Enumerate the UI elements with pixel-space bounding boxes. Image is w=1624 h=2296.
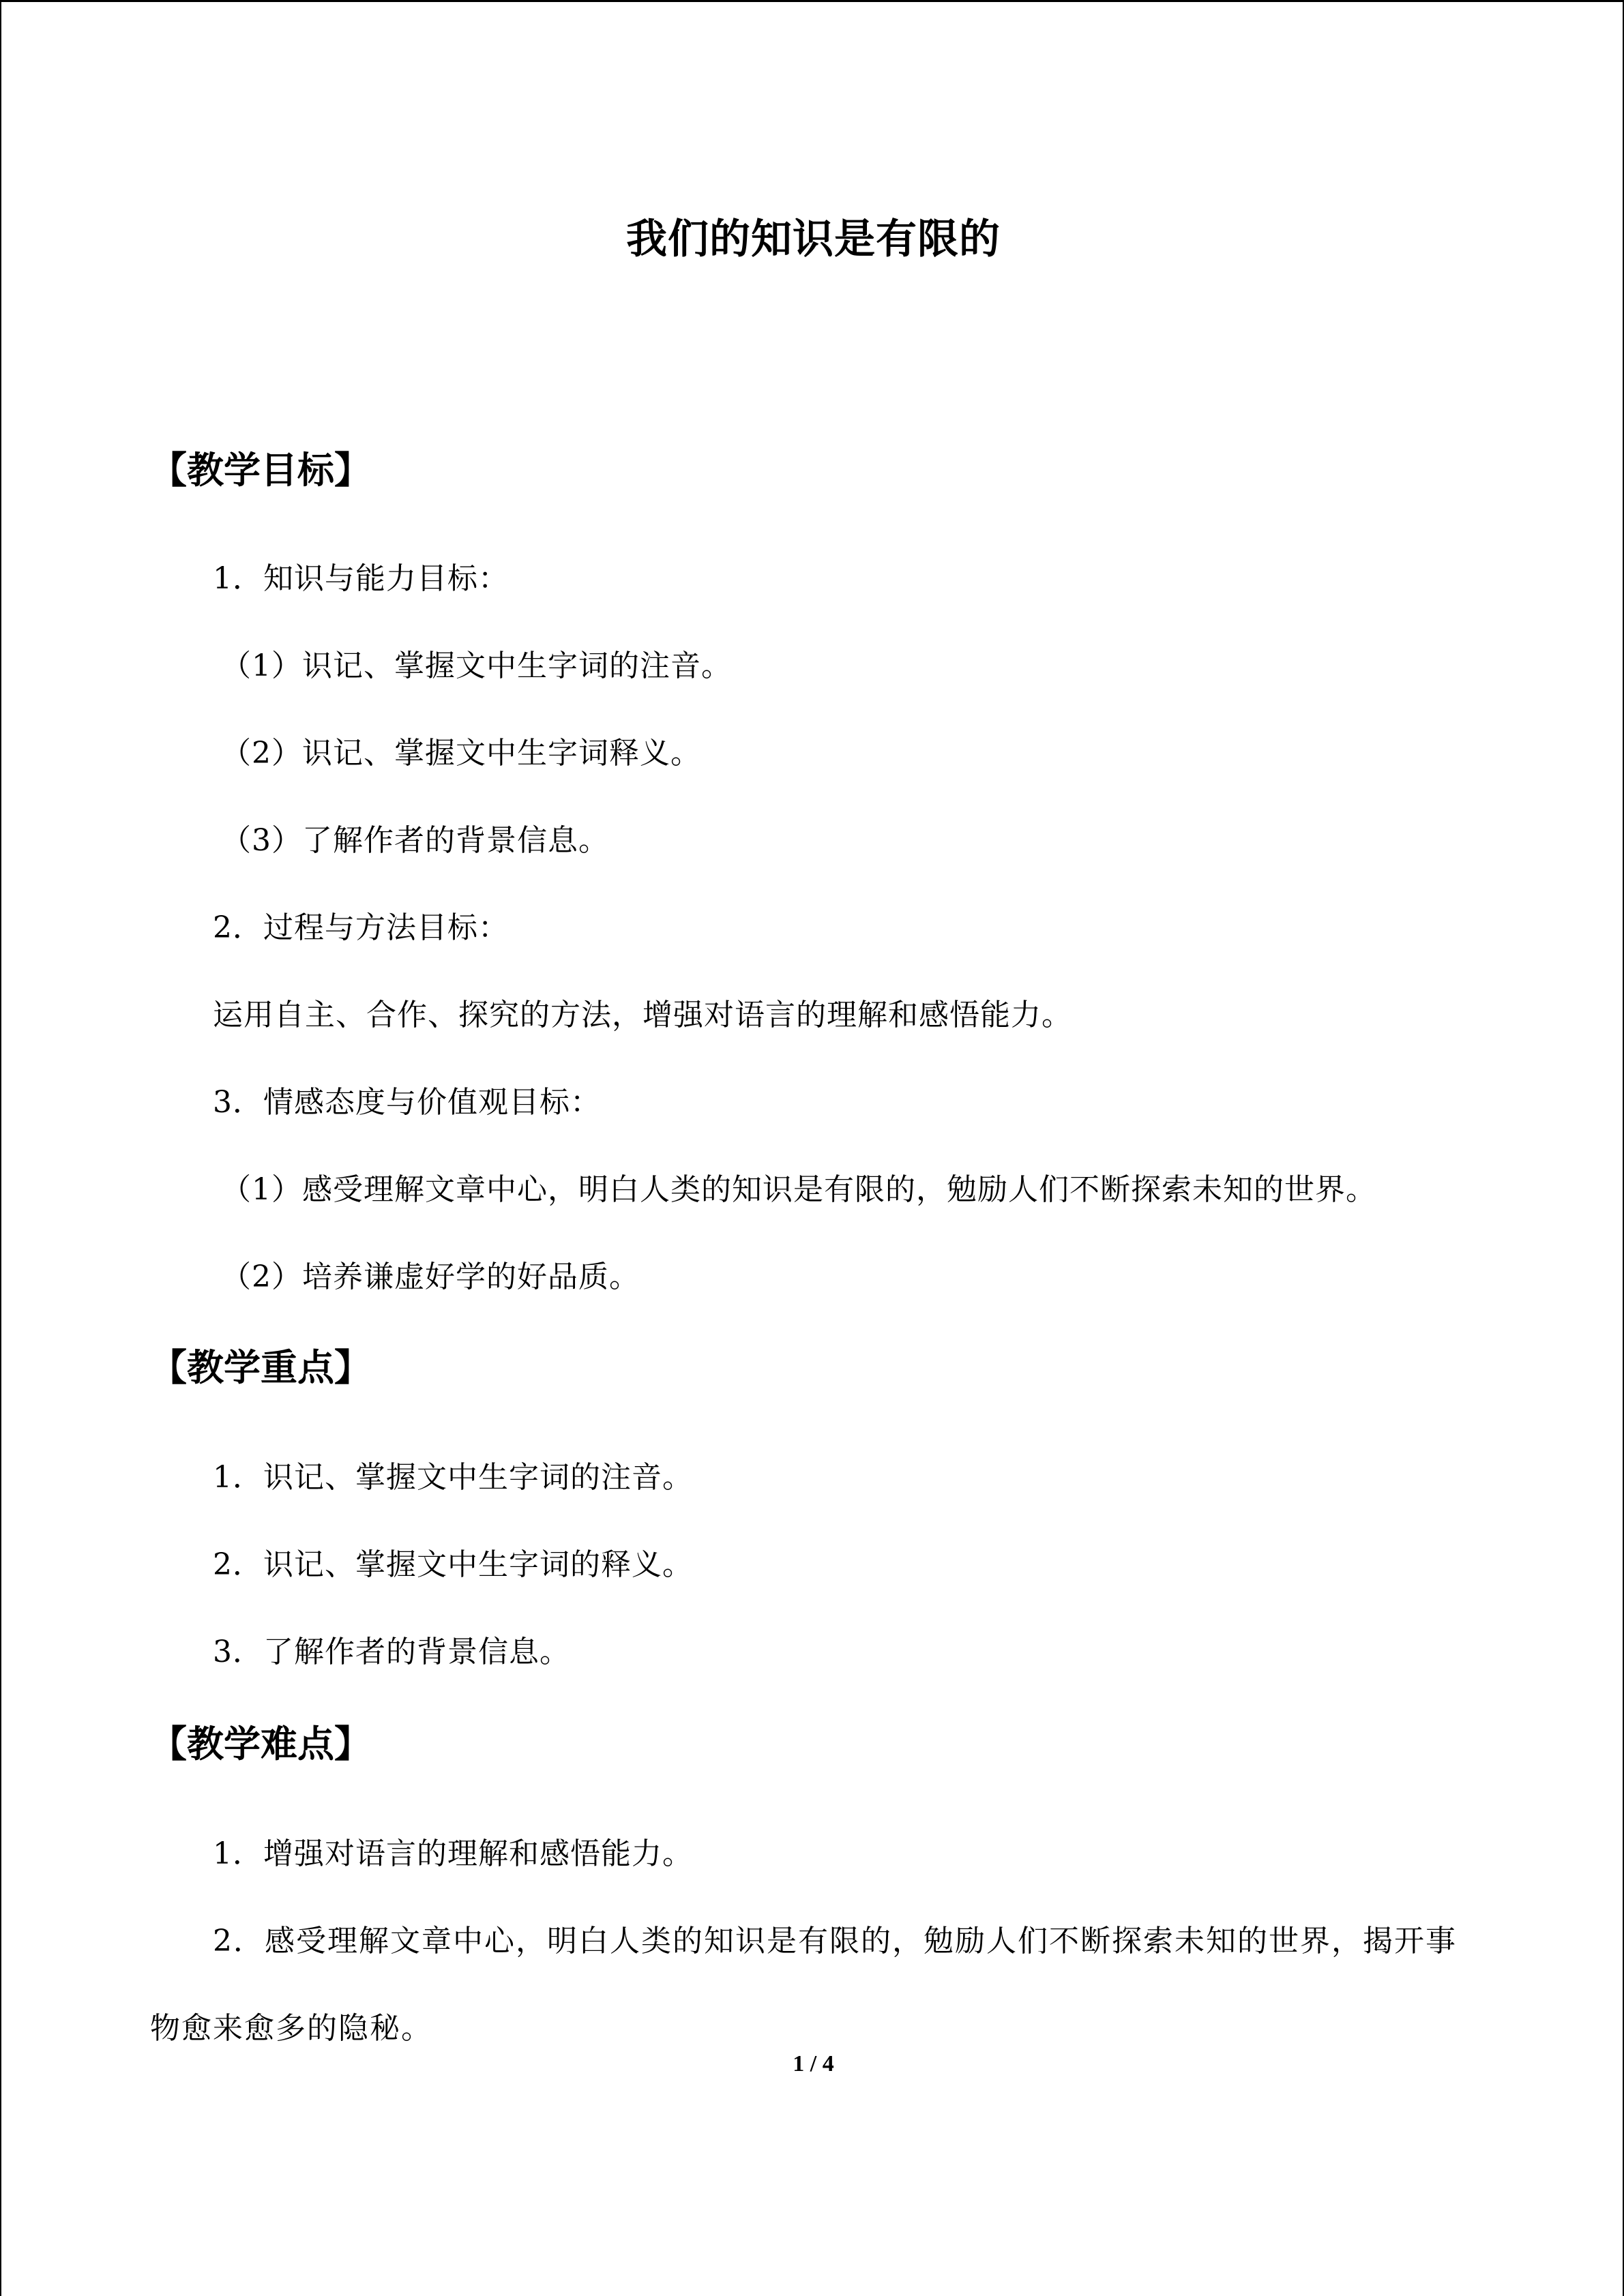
goal-item: （2）培养谦虚好学的好品质。	[221, 1259, 640, 1294]
section-heading-key-points: 【教学重点】	[150, 1346, 371, 1389]
key-point-item: 3．了解作者的背景信息。	[213, 1635, 570, 1669]
section-heading-goals: 【教学目标】	[150, 449, 371, 492]
goal-item: （1）识记、掌握文中生字词的注音。	[221, 648, 732, 683]
difficulty-item: 2．感受理解文章中心，明白人类的知识是有限的，勉励人们不断探索未知的世界，揭开事物愈来愈多的隐秘。	[150, 1924, 1457, 2046]
goal-item: （1）感受理解文章中心，明白人类的知识是有限的，勉励人们不断探索未知的世界。	[221, 1172, 1376, 1207]
section-heading-difficulties: 【教学难点】	[150, 1723, 371, 1765]
document-title: 我们的知识是有限的	[626, 215, 1001, 263]
goal-item: 运用自主、合作、探究的方法，增强对语言的理解和感悟能力。	[213, 998, 1072, 1032]
goal-item: （3）了解作者的背景信息。	[221, 823, 609, 858]
key-point-item: 2．识记、掌握文中生字词的释义。	[213, 1547, 693, 1582]
goal-item: 1．知识与能力目标：	[213, 561, 509, 596]
goal-item: 2．过程与方法目标：	[213, 910, 509, 945]
goal-item: 3．情感态度与价值观目标：	[213, 1085, 601, 1120]
page-number: 1 / 4	[793, 2051, 834, 2076]
key-point-item: 1．识记、掌握文中生字词的注音。	[213, 1460, 693, 1495]
goal-item: （2）识记、掌握文中生字词释义。	[221, 736, 701, 771]
difficulty-item: 1．增强对语言的理解和感悟能力。	[213, 1836, 693, 1871]
